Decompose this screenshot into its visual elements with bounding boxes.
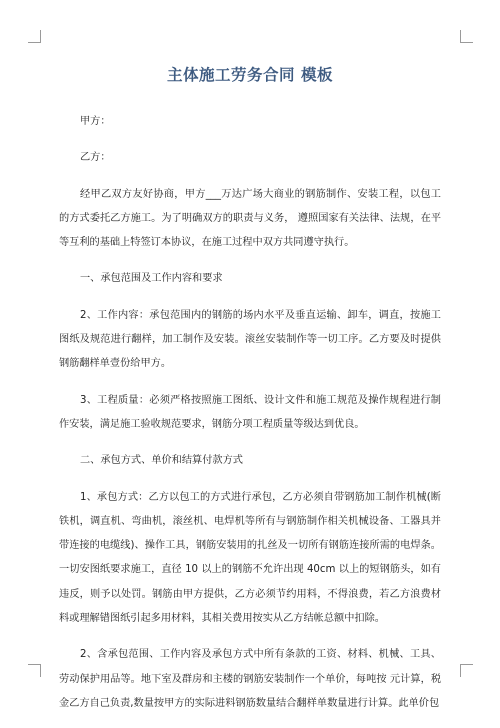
document-title: 主体施工劳务合同 模板 [167, 66, 333, 84]
crop-mark-bottom-left [28, 664, 41, 677]
crop-mark-bottom-right [460, 664, 473, 677]
section-heading-contract-method: 二、承包方式、单价和结算付款方式 [80, 455, 243, 467]
intro-paragraph: 经甲乙双方友好协商，甲方___万达广场大商业的钢筋制作、安装工程，以包工的方式委托乙方施工。为了明确双方的职责与义务， 遵照国家有关法律、法规，在平等互利的基础上特签订本协议，在施工过程中双方共同遵守执行。 [59, 188, 441, 249]
crop-mark-top-right [460, 30, 473, 43]
party-b-line: 乙方： [80, 152, 111, 164]
scope-price-paragraph: 2、含承包范围、工作内容及承包方式中所有条款的工资、材料、机械、工具、劳动保护用品等。地下室及群房和主楼的钢筋安装制作一个单价，每吨按 元计算，税金乙方自己负责,数量按甲方的实际进料钢筋数量结合翻样单数量进行计算。此单价包 [59, 649, 441, 709]
document-body [59, 110, 441, 728]
work-content-paragraph: 2、工作内容：承包范围内的钢筋的场内水平及垂直运输、卸车，调直，按施工图纸及规范进行翻样，加工制作及安装。滚丝安装制作等一切工序。乙方要及时提供钢筋翻样单壹份给甲方。 [59, 309, 441, 370]
party-a-line: 甲方： [80, 116, 111, 127]
crop-mark-top-left [28, 30, 41, 43]
section-heading-scope: 一、承包范围及工作内容和要求 [80, 273, 223, 285]
contract-method-paragraph: 1、承包方式：乙方以包工的方式进行承包，乙方必须自带钢筋加工制作机械(断铁机，调直机、弯曲机，滚丝机、电焊机等所有与钢筋制作相关机械设备、工器具并带连接的电缆线)、操作工具，钢筋安装用的扎丝及一切所有钢筋连接所需的电焊条。一切安图纸要求施工，直径 10 以上的钢筋不允许出现 40cm 以上的短钢筋头，如有违反，则予以处罚。钢筋由甲方提供，乙方必须节约用料，不得浪费，若乙方浪费材料或理解错图纸引起多用材料，其相关费用按实从乙方结帐总额中扣除。 [59, 491, 441, 625]
quality-paragraph: 3、工程质量：必须严格按照施工图纸、设计文件和施工规范及操作规程进行制作安装，满足施工验收规范要求，钢筋分项工程质量等级达到优良。 [59, 394, 441, 430]
